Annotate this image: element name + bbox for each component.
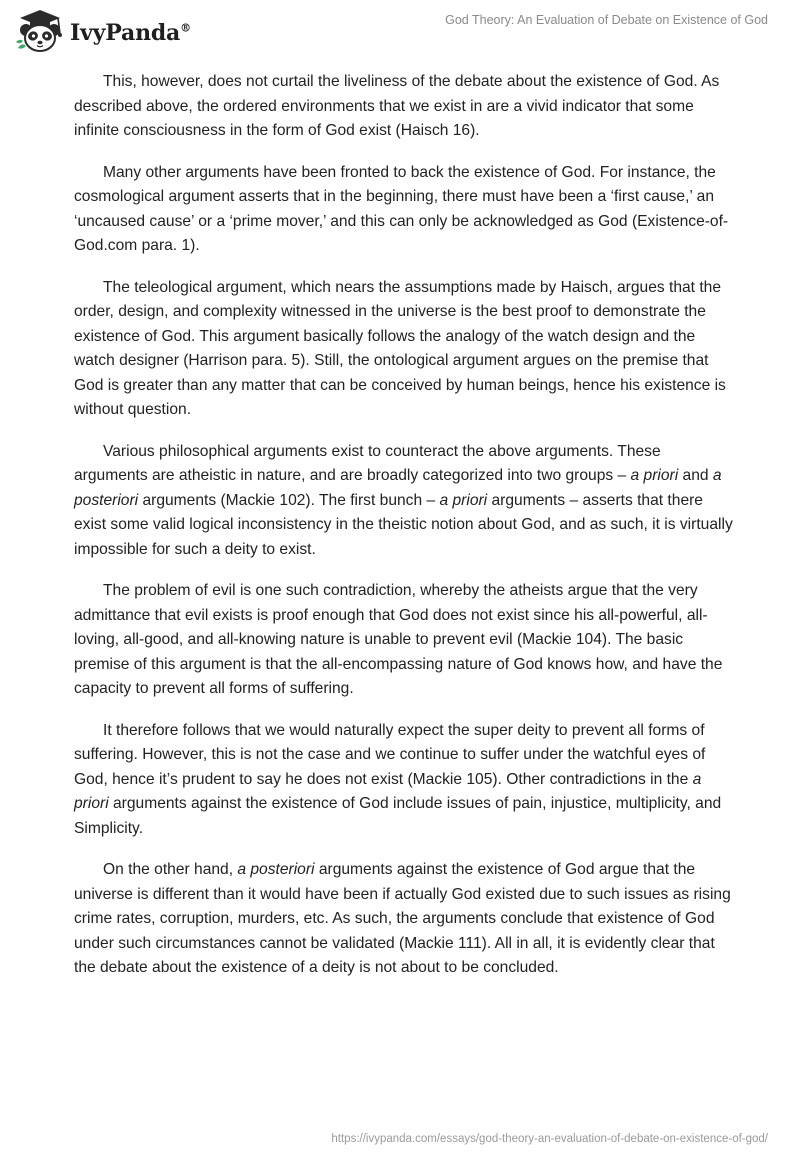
text-segment: It therefore follows that we would naturally expect the super deity to prevent all forms of suffering. However, this is not the case and we continue to suffer under the watchful eyes of God, hence it’s prudent to say he does not exist (Mackie 105). Other contradictions in the [74,721,706,788]
essay-body [74,70,734,998]
italic-term: a priori [630,467,679,484]
text-segment: and [678,467,713,484]
logo-text: IvyPanda® [70,20,191,46]
ivypanda-logo[interactable] [14,8,191,54]
registered-mark: ® [180,21,191,35]
text-segment: arguments against the existence of God argue that the universe is different than it would have been if actually God existed due to such issues as rising crime rates, corruption, murders, etc. As such, the arguments conclude that existence of God under such circumstances cannot be validated (Mackie 111). All in all, it is evidently clear that the debate about the existence of a deity is not about to be concluded. [74,861,731,976]
paragraph [74,858,734,981]
text-segment: Various philosophical arguments exist to counteract the above arguments. These arguments are atheistic in nature, and are broadly categorized into two groups – [74,442,661,484]
italic-term: a priori [439,491,488,509]
italic-term: a posteriori [237,861,315,878]
text-segment: The teleological argument, which nears the assumptions made by Haisch, argues that the order, design, and complexity witnessed in the universe is the best proof to demonstrate the existence of God. This argument basically follows the analogy of the watch design and the watch designer (Harrison para. 5). Still, the ontological argument argues on the premise that God is greater than any matter that can be conceived by human beings, hence his existence is without question. [74,278,726,418]
text-segment: arguments against the existence of God include issues of pain, injustice, multiplicity, and Simplicity. [74,795,722,837]
panda-logo-icon [14,8,66,54]
paragraph [74,276,734,423]
source-url[interactable]: https://ivypanda.com/essays/god-theory-an-evaluation-of-debate-on-existence-of-god/ [331,1133,768,1145]
text-segment: On the other hand, [103,861,238,878]
italic-term: a priori [74,770,702,812]
italic-term: a posteriori [74,467,722,509]
text-segment: arguments – asserts that there exist some valid logical inconsistency in the theistic notion about God, and as such, it is virtually impossible for such a deity to exist. [74,491,733,558]
text-segment: The problem of evil is one such contradiction, whereby the atheists argue that the very admittance that evil exists is proof enough that God does not exist since his all-powerful, all-loving, all-good, and all-knowing nature is unable to prevent evil (Mackie 104). The basic premise of this argument is that the all-encompassing nature of God knows how, and have the capacity to prevent all forms of suffering. [74,582,723,697]
paragraph [74,440,734,563]
text-segment: This, however, does not curtail the liveliness of the debate about the existence of God. As described above, the ordered environments that we exist in are a vivid indicator that some infinite consciousness in the form of God exist (Haisch 16). [74,73,720,139]
page-header [0,0,800,64]
text-segment: arguments (Mackie 102). The first bunch – [138,491,440,509]
text-segment: Many other arguments have been fronted to back the existence of God. For instance, the cosmological argument asserts that in the beginning, there must have been a ‘first cause,’ an ‘uncaused cause’ or a ‘prime mover,’ and this can only be acknowledged as God (Existence-of-God.com para. 1). [74,163,729,254]
paragraph [74,579,734,702]
paragraph [74,70,734,144]
paragraph [74,719,734,842]
document-title: God Theory: An Evaluation of Debate on Existence of God [445,13,768,27]
paragraph [74,161,734,259]
